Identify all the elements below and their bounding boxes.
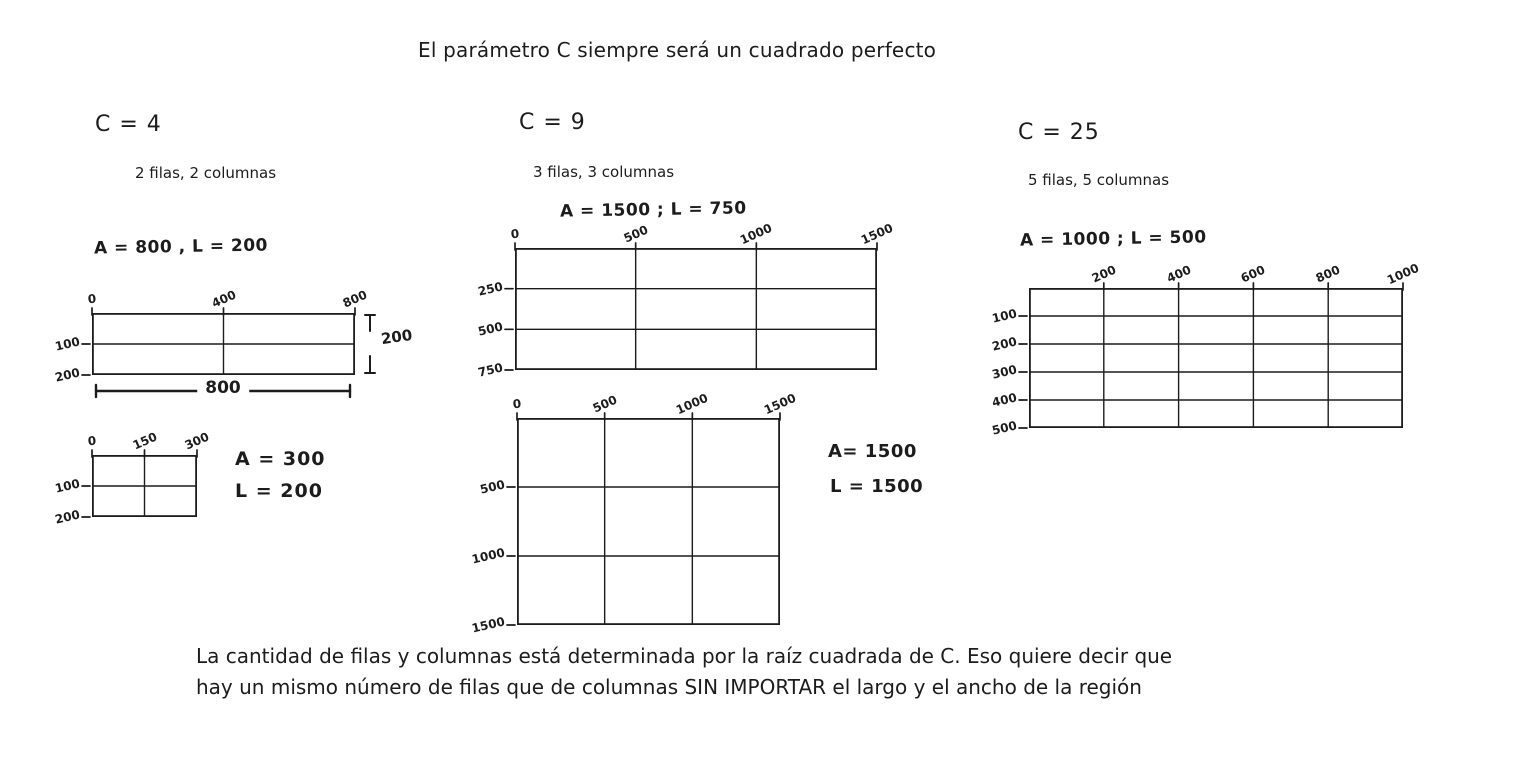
heading-c9: C = 9 bbox=[519, 110, 586, 135]
x-tick-label: 200 bbox=[1089, 262, 1119, 286]
subheading-c9: 3 filas, 3 columnas bbox=[533, 163, 675, 181]
heading-c4: C = 4 bbox=[95, 112, 162, 137]
x-tick-label: 400 bbox=[209, 287, 238, 311]
c4-small-area-label: A = 300 bbox=[235, 448, 326, 470]
x-tick-label: 800 bbox=[340, 287, 370, 311]
x-tick-label: 300 bbox=[182, 429, 212, 453]
grid-c4-large bbox=[53, 287, 370, 385]
y-tick-label: 750 bbox=[476, 360, 505, 380]
grid-c9-bottom bbox=[470, 390, 799, 636]
x-tick-label: 500 bbox=[590, 392, 619, 416]
x-tick-label: 800 bbox=[1313, 262, 1343, 286]
y-tick-label: 500 bbox=[476, 319, 505, 339]
c9-bottom-length-label: L = 1500 bbox=[830, 476, 924, 497]
footer-line-1: La cantidad de filas y columnas está determinada por la raíz cuadrada de C. Eso quiere decir que bbox=[196, 644, 1173, 668]
y-tick-label: 400 bbox=[990, 390, 1019, 410]
page-title: El parámetro C siempre será un cuadrado perfecto bbox=[418, 38, 937, 62]
subheading-c25: 5 filas, 5 columnas bbox=[1028, 171, 1170, 189]
x-tick-label: 0 bbox=[510, 226, 520, 242]
x-tick-label: 400 bbox=[1164, 262, 1193, 286]
y-tick-label: 500 bbox=[990, 418, 1019, 438]
y-tick-label: 100 bbox=[990, 306, 1019, 326]
x-tick-label: 1500 bbox=[761, 390, 799, 418]
footer-line-2: hay un mismo número de filas que de columnas SIN IMPORTAR el largo y el ancho de la región bbox=[196, 675, 1142, 699]
grid-c25-main bbox=[990, 260, 1422, 438]
al-label-c25: A = 1000 ; L = 500 bbox=[1019, 227, 1207, 251]
y-tick-label: 100 bbox=[53, 334, 82, 354]
x-tick-label: 1000 bbox=[1384, 260, 1422, 288]
y-tick-label: 1000 bbox=[470, 545, 507, 567]
y-tick-label: 1500 bbox=[470, 614, 507, 636]
grid-c9-top bbox=[476, 220, 896, 380]
y-tick-label: 200 bbox=[990, 334, 1019, 354]
x-tick-label: 0 bbox=[512, 396, 522, 412]
width-dimension-brace bbox=[94, 378, 352, 399]
y-tick-label: 500 bbox=[478, 477, 507, 497]
y-tick-label: 200 bbox=[53, 365, 82, 385]
x-tick-label: 0 bbox=[87, 291, 97, 307]
y-tick-label: 100 bbox=[53, 476, 82, 496]
grid-c4-small bbox=[53, 429, 212, 527]
subheading-c4: 2 filas, 2 columnas bbox=[135, 164, 277, 182]
al-label-c9: A = 1500 ; L = 750 bbox=[559, 198, 747, 222]
c9-bottom-area-label: A= 1500 bbox=[828, 441, 917, 462]
x-tick-label: 1000 bbox=[674, 390, 711, 418]
heading-c25: C = 25 bbox=[1018, 120, 1100, 145]
width-dimension-label: 800 bbox=[197, 378, 249, 398]
height-dimension-brace bbox=[362, 312, 378, 376]
y-tick-label: 250 bbox=[476, 279, 505, 299]
al-label-c4: A = 800 , L = 200 bbox=[93, 235, 269, 259]
x-tick-label: 150 bbox=[130, 429, 159, 453]
x-tick-label: 1500 bbox=[858, 220, 896, 248]
x-tick-label: 0 bbox=[87, 433, 97, 449]
y-tick-label: 200 bbox=[53, 507, 82, 527]
y-tick-label: 300 bbox=[990, 362, 1019, 382]
x-tick-label: 600 bbox=[1239, 262, 1268, 286]
x-tick-label: 1000 bbox=[738, 220, 775, 248]
x-tick-label: 500 bbox=[621, 222, 650, 246]
c4-small-length-label: L = 200 bbox=[235, 480, 323, 502]
height-dimension-label: 200 bbox=[379, 325, 414, 349]
